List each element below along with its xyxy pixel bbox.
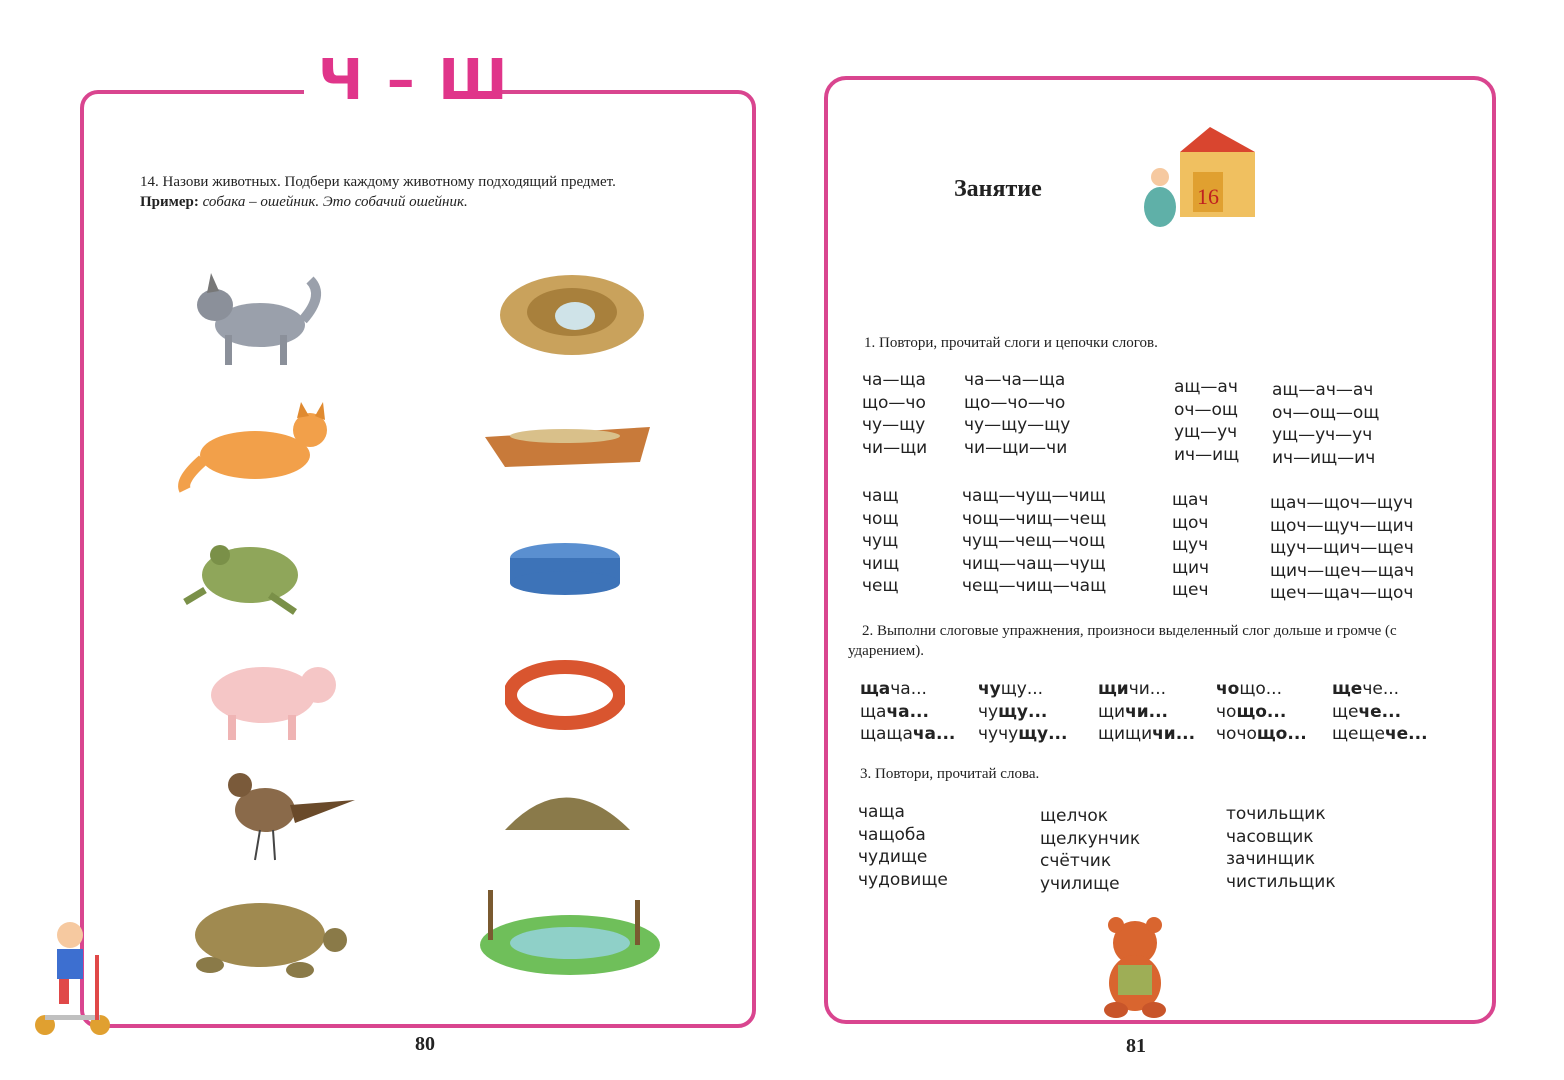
word-item: часовщик [1226, 826, 1314, 847]
stress-item [1098, 701, 1195, 724]
syllable-part: щаща [860, 724, 913, 744]
word-item: счётчик [1040, 851, 1112, 871]
task-14-instruction: Назови животных. Подбери каждому животному подходящий предмет. [162, 174, 616, 190]
cat-icon [175, 400, 330, 495]
syllable-item: чущ [862, 531, 899, 551]
syllable-item: щоч—щуч—щич [1270, 515, 1414, 536]
pig-icon [198, 650, 343, 745]
stress-item [860, 723, 955, 746]
syllable-part: чучу [978, 724, 1019, 744]
syllable-item: що—чо—чо [964, 392, 1066, 413]
syllable-item: чу—щу [862, 415, 926, 435]
word-item: чащоба [858, 824, 926, 845]
page-number-left: 80 [415, 1033, 435, 1055]
syllable-item: щеч [1172, 580, 1209, 600]
syllable-part: що... [1236, 701, 1287, 722]
syllable-item: оч—ощ [1174, 399, 1238, 420]
syllables-col-6 [962, 485, 1106, 598]
syllable-item: щоч [1172, 512, 1209, 533]
syllables-col-8 [1270, 492, 1414, 605]
syllable-part: щищи [1098, 724, 1153, 744]
syllable-part: щеще [1332, 724, 1385, 744]
task-14-example [140, 192, 720, 212]
page-title: Ч – Ш [318, 48, 510, 113]
syllable-part: че... [1384, 724, 1428, 744]
syllables-col-7 [1172, 489, 1209, 602]
example-text: собака – ошейник. Это собачий ошейник. [202, 194, 468, 210]
stress-item [978, 723, 1067, 746]
boy-on-scooter-icon [25, 915, 120, 1040]
syllable-item: чущ—чещ—чощ [962, 531, 1106, 551]
syllable-item: що—чо [862, 392, 926, 413]
lesson-number: 16 [1197, 184, 1219, 209]
stress-column [1332, 678, 1428, 746]
syllable-item: ащ—ач—ач [1272, 380, 1374, 400]
syllable-item: чи—щи [862, 437, 928, 458]
task-14-number: 14. [140, 174, 159, 190]
stress-item [1332, 678, 1428, 701]
syllable-item: чещ—чищ—чащ [962, 576, 1107, 596]
syllables-col-3 [1174, 376, 1239, 466]
syllables-col-4 [1272, 379, 1379, 469]
syllable-part: чи... [1128, 679, 1167, 699]
house-icon [1135, 122, 1265, 247]
syllable-item: чощ [862, 508, 899, 529]
word-item: точильщик [1226, 804, 1326, 824]
word-item: зачинщик [1226, 849, 1315, 869]
syllable-item: чощ—чищ—чещ [962, 508, 1107, 529]
pond-icon [470, 885, 670, 985]
word-item: чудище [858, 847, 928, 867]
syllable-part: що... [1256, 724, 1307, 744]
syllable-item: ащ—ач [1174, 377, 1238, 397]
turtle-icon [170, 890, 350, 990]
stress-column [978, 678, 1067, 746]
syllable-item: щуч—щич—щеч [1270, 538, 1414, 558]
syllable-part: щи [1098, 679, 1129, 699]
stress-column [1098, 678, 1195, 746]
stress-item [860, 678, 955, 701]
syllable-part: чу [978, 701, 999, 722]
task-3-heading: 3. Повтори, прочитай слова. [860, 766, 1040, 782]
syllable-item: ущ—уч [1174, 422, 1238, 442]
syllable-item: ча—ща [862, 370, 926, 390]
stress-column [860, 678, 955, 746]
dog-icon [185, 265, 335, 375]
lesson-title: Занятие [954, 176, 1042, 202]
stress-item [978, 701, 1067, 724]
word-item: чудовище [858, 869, 948, 890]
collar-icon [505, 660, 625, 735]
syllable-item: чещ [862, 576, 899, 596]
stress-column [1216, 678, 1307, 746]
nest-icon [495, 270, 650, 360]
syllables-col-2 [964, 369, 1070, 459]
words-col-2 [1040, 805, 1140, 895]
teddy-bear-icon [1088, 915, 1183, 1020]
syllable-part: ча... [912, 724, 956, 744]
stress-item [1216, 723, 1307, 746]
word-item: щелчок [1040, 806, 1109, 826]
stress-item [1332, 701, 1428, 724]
syllable-item: щич—щеч—щач [1270, 560, 1415, 581]
syllable-part: чу [978, 679, 1001, 699]
syllable-item: щуч [1172, 535, 1209, 555]
syllable-part: ча... [886, 701, 929, 722]
bowl-icon [505, 540, 625, 600]
stress-item [1332, 723, 1428, 746]
syllable-item: щеч—щач—щоч [1270, 583, 1414, 603]
syllable-part: чи... [1152, 724, 1196, 744]
syllable-part: щи [1098, 701, 1126, 722]
stress-item [860, 701, 955, 724]
syllable-part: щу... [998, 701, 1048, 722]
task-1-heading: 1. Повтори, прочитай слоги и цепочки слогов. [864, 335, 1158, 351]
syllable-part: че... [1362, 679, 1400, 699]
syllable-item: ущ—уч—уч [1272, 425, 1373, 445]
syllables-col-5 [862, 485, 899, 598]
syllable-part: ще [1332, 679, 1363, 699]
syllable-part: ща [860, 679, 891, 699]
stress-item [1216, 701, 1307, 724]
task-2-heading: 2. Выполни слоговые упражнения, произноси выделенный слог дольше и громче (с ударением). [848, 623, 1397, 659]
task-14-text [140, 172, 720, 192]
words-col-3 [1226, 803, 1336, 893]
syllable-item: ча—ча—ща [964, 370, 1066, 390]
syllable-part: ще [1332, 701, 1359, 722]
shell-icon [500, 780, 635, 840]
word-item: чаща [858, 802, 905, 822]
syllable-part: чо [1216, 679, 1240, 699]
word-item: чистильщик [1226, 871, 1336, 892]
example-label: Пример: [140, 194, 199, 210]
syllable-item: щач—щоч—щуч [1270, 493, 1414, 513]
frog-icon [180, 530, 315, 625]
syllable-item: чащ [862, 486, 899, 506]
stress-item [1098, 723, 1195, 746]
stress-item [978, 678, 1067, 701]
syllable-item: чищ [862, 553, 900, 574]
trough-icon [480, 412, 655, 472]
syllable-part: че... [1358, 701, 1402, 722]
syllable-part: чочо [1216, 724, 1257, 744]
task-14 [140, 172, 720, 212]
syllable-item: щич [1172, 557, 1210, 578]
syllable-item: ич—ищ [1174, 444, 1240, 465]
syllable-item: чи—щи—чи [964, 437, 1068, 458]
syllable-item: чу—щу—щу [964, 415, 1071, 435]
words-col-1 [858, 801, 948, 891]
page-number-right: 81 [1126, 1035, 1146, 1057]
syllable-part: чи... [1125, 701, 1169, 722]
syllable-part: щу... [1000, 679, 1044, 699]
syllable-part: щу... [1018, 724, 1068, 744]
syllable-part: чо [1216, 701, 1237, 722]
syllable-part: ча... [890, 679, 927, 699]
stress-item [1098, 678, 1195, 701]
word-item: училище [1040, 873, 1120, 894]
syllable-item: оч—ощ—ощ [1272, 402, 1380, 423]
syllable-part: що... [1239, 679, 1282, 699]
syllable-item: щач [1172, 490, 1209, 510]
syllable-item: чащ—чущ—чищ [962, 486, 1106, 506]
syllable-part: ща [860, 701, 887, 722]
syllable-item: чищ—чащ—чущ [962, 553, 1106, 574]
word-item: щелкунчик [1040, 828, 1141, 849]
bird-icon [215, 765, 360, 865]
syllables-col-1 [862, 369, 927, 459]
syllable-item: ич—ищ—ич [1272, 447, 1376, 468]
stress-item [1216, 678, 1307, 701]
